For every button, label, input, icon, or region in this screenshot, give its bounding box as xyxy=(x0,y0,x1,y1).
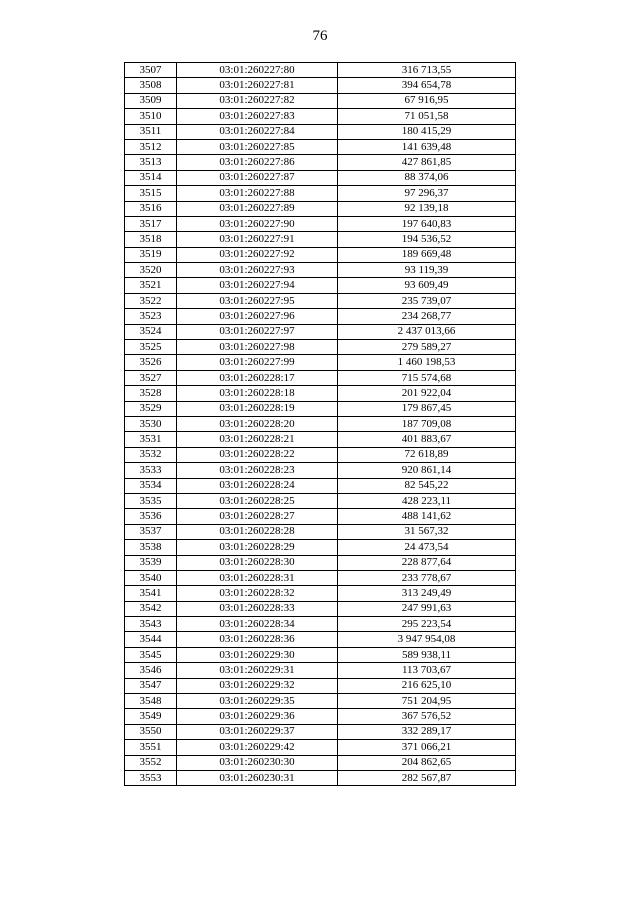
row-number-cell: 3514 xyxy=(125,170,177,185)
table-row xyxy=(125,447,516,462)
value-cell: 216 625,10 xyxy=(338,678,516,693)
row-number-cell: 3539 xyxy=(125,555,177,570)
value-cell: 187 709,08 xyxy=(338,416,516,431)
value-cell: 332 289,17 xyxy=(338,724,516,739)
row-number-cell: 3546 xyxy=(125,663,177,678)
row-number-cell: 3529 xyxy=(125,401,177,416)
row-number-cell: 3544 xyxy=(125,632,177,647)
table-row xyxy=(125,416,516,431)
cadastral-number-cell: 03:01:260227:86 xyxy=(177,155,338,170)
value-cell: 97 296,37 xyxy=(338,186,516,201)
row-number-cell: 3535 xyxy=(125,493,177,508)
cadastral-number-cell: 03:01:260228:25 xyxy=(177,493,338,508)
value-cell: 72 618,89 xyxy=(338,447,516,462)
table-row xyxy=(125,93,516,108)
row-number-cell: 3534 xyxy=(125,478,177,493)
table-row xyxy=(125,216,516,231)
table-row xyxy=(125,247,516,262)
value-cell: 488 141,62 xyxy=(338,509,516,524)
row-number-cell: 3530 xyxy=(125,416,177,431)
table-row xyxy=(125,555,516,570)
cadastral-number-cell: 03:01:260227:92 xyxy=(177,247,338,262)
row-number-cell: 3547 xyxy=(125,678,177,693)
cadastral-number-cell: 03:01:260227:82 xyxy=(177,93,338,108)
cadastral-number-cell: 03:01:260228:21 xyxy=(177,432,338,447)
row-number-cell: 3542 xyxy=(125,601,177,616)
value-cell: 371 066,21 xyxy=(338,740,516,755)
table-row xyxy=(125,678,516,693)
value-cell: 282 567,87 xyxy=(338,770,516,785)
value-cell: 179 867,45 xyxy=(338,401,516,416)
cadastral-number-cell: 03:01:260229:35 xyxy=(177,694,338,709)
value-cell: 194 536,52 xyxy=(338,232,516,247)
cadastral-number-cell: 03:01:260227:81 xyxy=(177,78,338,93)
row-number-cell: 3519 xyxy=(125,247,177,262)
row-number-cell: 3541 xyxy=(125,586,177,601)
cadastral-number-cell: 03:01:260229:32 xyxy=(177,678,338,693)
value-cell: 247 991,63 xyxy=(338,601,516,616)
value-cell: 401 883,67 xyxy=(338,432,516,447)
value-cell: 394 654,78 xyxy=(338,78,516,93)
cadastral-number-cell: 03:01:260227:88 xyxy=(177,186,338,201)
value-cell: 71 051,58 xyxy=(338,109,516,124)
row-number-cell: 3521 xyxy=(125,278,177,293)
value-cell: 88 374,06 xyxy=(338,170,516,185)
value-cell: 228 877,64 xyxy=(338,555,516,570)
cadastral-number-cell: 03:01:260229:37 xyxy=(177,724,338,739)
cadastral-number-cell: 03:01:260227:87 xyxy=(177,170,338,185)
table-row xyxy=(125,724,516,739)
row-number-cell: 3508 xyxy=(125,78,177,93)
row-number-cell: 3532 xyxy=(125,447,177,462)
table-row xyxy=(125,632,516,647)
cadastral-number-cell: 03:01:260227:93 xyxy=(177,263,338,278)
cadastral-number-cell: 03:01:260227:91 xyxy=(177,232,338,247)
cadastral-number-cell: 03:01:260228:23 xyxy=(177,463,338,478)
cadastral-number-cell: 03:01:260227:96 xyxy=(177,309,338,324)
row-number-cell: 3533 xyxy=(125,463,177,478)
table-row xyxy=(125,401,516,416)
cadastral-number-cell: 03:01:260228:32 xyxy=(177,586,338,601)
cadastral-number-cell: 03:01:260230:30 xyxy=(177,755,338,770)
cadastral-number-cell: 03:01:260227:83 xyxy=(177,109,338,124)
cadastral-number-cell: 03:01:260228:34 xyxy=(177,617,338,632)
value-cell: 234 268,77 xyxy=(338,309,516,324)
table-row xyxy=(125,493,516,508)
value-cell: 427 861,85 xyxy=(338,155,516,170)
table-row xyxy=(125,278,516,293)
value-cell: 3 947 954,08 xyxy=(338,632,516,647)
value-cell: 233 778,67 xyxy=(338,570,516,585)
cadastral-number-cell: 03:01:260230:31 xyxy=(177,770,338,785)
cadastral-number-cell: 03:01:260228:19 xyxy=(177,401,338,416)
row-number-cell: 3522 xyxy=(125,293,177,308)
value-cell: 93 119,39 xyxy=(338,263,516,278)
cadastral-value-table xyxy=(124,62,516,786)
table-row xyxy=(125,201,516,216)
cadastral-number-cell: 03:01:260229:31 xyxy=(177,663,338,678)
row-number-cell: 3528 xyxy=(125,386,177,401)
row-number-cell: 3526 xyxy=(125,355,177,370)
value-cell: 201 922,04 xyxy=(338,386,516,401)
row-number-cell: 3550 xyxy=(125,724,177,739)
row-number-cell: 3525 xyxy=(125,340,177,355)
table-row xyxy=(125,186,516,201)
row-number-cell: 3518 xyxy=(125,232,177,247)
row-number-cell: 3553 xyxy=(125,770,177,785)
value-cell: 235 739,07 xyxy=(338,293,516,308)
row-number-cell: 3523 xyxy=(125,309,177,324)
table-row xyxy=(125,309,516,324)
value-cell: 204 862,65 xyxy=(338,755,516,770)
page-number: 76 xyxy=(312,28,328,44)
cadastral-number-cell: 03:01:260227:84 xyxy=(177,124,338,139)
value-cell: 589 938,11 xyxy=(338,647,516,662)
cadastral-number-cell: 03:01:260228:33 xyxy=(177,601,338,616)
table-row xyxy=(125,340,516,355)
table-row xyxy=(125,124,516,139)
table-row xyxy=(125,694,516,709)
table-row xyxy=(125,293,516,308)
table-row xyxy=(125,617,516,632)
value-cell: 197 640,83 xyxy=(338,216,516,231)
table-row xyxy=(125,63,516,78)
row-number-cell: 3537 xyxy=(125,524,177,539)
value-cell: 113 703,67 xyxy=(338,663,516,678)
value-cell: 93 609,49 xyxy=(338,278,516,293)
value-cell: 316 713,55 xyxy=(338,63,516,78)
table-row xyxy=(125,755,516,770)
value-cell: 751 204,95 xyxy=(338,694,516,709)
cadastral-number-cell: 03:01:260228:24 xyxy=(177,478,338,493)
value-cell: 24 473,54 xyxy=(338,540,516,555)
row-number-cell: 3509 xyxy=(125,93,177,108)
table-row xyxy=(125,370,516,385)
cadastral-number-cell: 03:01:260228:18 xyxy=(177,386,338,401)
cadastral-number-cell: 03:01:260228:29 xyxy=(177,540,338,555)
row-number-cell: 3527 xyxy=(125,370,177,385)
table-row xyxy=(125,647,516,662)
table-row xyxy=(125,432,516,447)
value-cell: 313 249,49 xyxy=(338,586,516,601)
table-body xyxy=(125,63,516,786)
cadastral-number-cell: 03:01:260227:98 xyxy=(177,340,338,355)
table-row xyxy=(125,232,516,247)
value-cell: 141 639,48 xyxy=(338,139,516,154)
cadastral-number-cell: 03:01:260228:27 xyxy=(177,509,338,524)
table-row xyxy=(125,78,516,93)
value-cell: 1 460 198,53 xyxy=(338,355,516,370)
value-cell: 279 589,27 xyxy=(338,340,516,355)
table-row xyxy=(125,509,516,524)
row-number-cell: 3549 xyxy=(125,709,177,724)
cadastral-number-cell: 03:01:260227:95 xyxy=(177,293,338,308)
row-number-cell: 3511 xyxy=(125,124,177,139)
row-number-cell: 3517 xyxy=(125,216,177,231)
table-row xyxy=(125,170,516,185)
value-cell: 31 567,32 xyxy=(338,524,516,539)
cadastral-number-cell: 03:01:260229:30 xyxy=(177,647,338,662)
cadastral-number-cell: 03:01:260228:30 xyxy=(177,555,338,570)
value-cell: 67 916,95 xyxy=(338,93,516,108)
row-number-cell: 3507 xyxy=(125,63,177,78)
row-number-cell: 3551 xyxy=(125,740,177,755)
value-cell: 428 223,11 xyxy=(338,493,516,508)
value-cell: 367 576,52 xyxy=(338,709,516,724)
table-row xyxy=(125,740,516,755)
cadastral-number-cell: 03:01:260227:97 xyxy=(177,324,338,339)
row-number-cell: 3552 xyxy=(125,755,177,770)
cadastral-number-cell: 03:01:260228:20 xyxy=(177,416,338,431)
value-cell: 92 139,18 xyxy=(338,201,516,216)
row-number-cell: 3545 xyxy=(125,647,177,662)
table-row xyxy=(125,355,516,370)
cadastral-number-cell: 03:01:260227:85 xyxy=(177,139,338,154)
table-row xyxy=(125,709,516,724)
row-number-cell: 3538 xyxy=(125,540,177,555)
table-row xyxy=(125,463,516,478)
table-row xyxy=(125,478,516,493)
table-row xyxy=(125,570,516,585)
cadastral-number-cell: 03:01:260227:80 xyxy=(177,63,338,78)
table-row xyxy=(125,263,516,278)
table-row xyxy=(125,324,516,339)
table-row xyxy=(125,601,516,616)
cadastral-number-cell: 03:01:260228:22 xyxy=(177,447,338,462)
table-row xyxy=(125,770,516,785)
cadastral-number-cell: 03:01:260228:31 xyxy=(177,570,338,585)
row-number-cell: 3520 xyxy=(125,263,177,278)
row-number-cell: 3512 xyxy=(125,139,177,154)
value-cell: 180 415,29 xyxy=(338,124,516,139)
cadastral-number-cell: 03:01:260228:17 xyxy=(177,370,338,385)
value-cell: 2 437 013,66 xyxy=(338,324,516,339)
row-number-cell: 3524 xyxy=(125,324,177,339)
row-number-cell: 3513 xyxy=(125,155,177,170)
table-row xyxy=(125,109,516,124)
cadastral-number-cell: 03:01:260227:94 xyxy=(177,278,338,293)
cadastral-number-cell: 03:01:260228:36 xyxy=(177,632,338,647)
value-cell: 82 545,22 xyxy=(338,478,516,493)
row-number-cell: 3515 xyxy=(125,186,177,201)
cadastral-number-cell: 03:01:260229:36 xyxy=(177,709,338,724)
table-row xyxy=(125,540,516,555)
table-row xyxy=(125,586,516,601)
row-number-cell: 3531 xyxy=(125,432,177,447)
table-row xyxy=(125,386,516,401)
value-cell: 715 574,68 xyxy=(338,370,516,385)
cadastral-number-cell: 03:01:260229:42 xyxy=(177,740,338,755)
cadastral-number-cell: 03:01:260228:28 xyxy=(177,524,338,539)
table-row xyxy=(125,524,516,539)
table-row xyxy=(125,155,516,170)
value-cell: 189 669,48 xyxy=(338,247,516,262)
row-number-cell: 3516 xyxy=(125,201,177,216)
row-number-cell: 3540 xyxy=(125,570,177,585)
row-number-cell: 3510 xyxy=(125,109,177,124)
cadastral-number-cell: 03:01:260227:90 xyxy=(177,216,338,231)
value-cell: 295 223,54 xyxy=(338,617,516,632)
cadastral-number-cell: 03:01:260227:89 xyxy=(177,201,338,216)
row-number-cell: 3536 xyxy=(125,509,177,524)
value-cell: 920 861,14 xyxy=(338,463,516,478)
table-row xyxy=(125,663,516,678)
row-number-cell: 3548 xyxy=(125,694,177,709)
table-row xyxy=(125,139,516,154)
row-number-cell: 3543 xyxy=(125,617,177,632)
cadastral-number-cell: 03:01:260227:99 xyxy=(177,355,338,370)
